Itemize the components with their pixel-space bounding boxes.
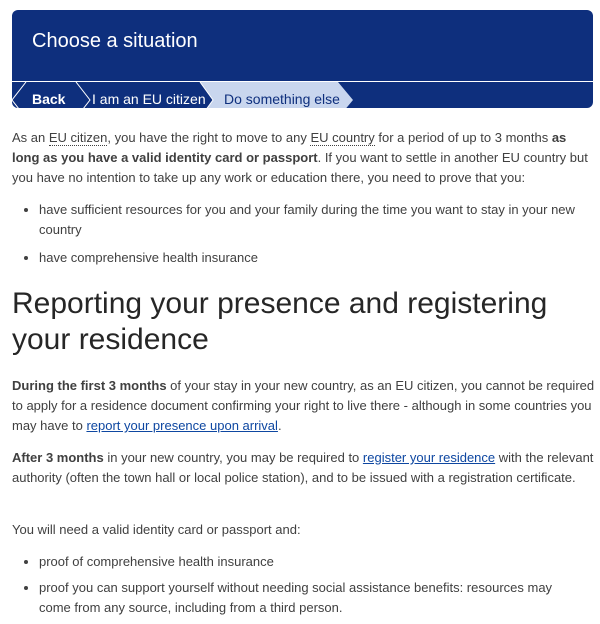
eu-country-term[interactable]: EU country bbox=[310, 130, 375, 145]
first-3-months-paragraph: During the first 3 months of your stay in your new country, as an EU citizen, you cannot be required to apply for a residence document confirming your right to live there - although in some countries you may have to report your presence upon arrival. bbox=[12, 378, 595, 433]
crumb-eu-citizen[interactable]: I am an EU citizen bbox=[92, 91, 206, 107]
list-item: have comprehensive health insurance bbox=[12, 248, 582, 268]
documents-paragraph: You will need a valid identity card or passport and: bbox=[12, 522, 301, 537]
list-item: have sufficient resources for you and your family during the time you want to stay in your new country bbox=[12, 200, 582, 240]
register-residence-link[interactable]: register your residence bbox=[362, 450, 496, 465]
back-chevron-icon bbox=[12, 82, 26, 108]
documents-list bbox=[12, 552, 582, 624]
crumb-do-something-else[interactable]: Do something else bbox=[224, 91, 340, 107]
requirements-list bbox=[12, 200, 582, 276]
section-heading: Reporting your presence and registering your residence bbox=[12, 287, 548, 356]
crumb-back[interactable]: Back bbox=[32, 91, 66, 107]
crumb-separator-icon bbox=[76, 82, 90, 108]
situation-wizard bbox=[12, 10, 593, 108]
after-3-months-paragraph: After 3 months in your new country, you may be required to register your residence with the relevant authority (often the town hall or local police station), and to be issued with a registration certificate. bbox=[12, 450, 594, 485]
list-item: proof of comprehensive health insurance bbox=[12, 552, 582, 572]
report-presence-link[interactable]: report your presence upon arrival bbox=[86, 418, 278, 433]
intro-paragraph: As an EU citizen, you have the right to move to any EU country for a period of up to 3 months as long as you have a valid identity card or passport. If you want to settle in another EU country but you have no intention to take up any work or education there, you need to prove that you: bbox=[12, 130, 588, 185]
list-item: proof you can support yourself without needing social assistance benefits: resources may come from any source, including from a third person. bbox=[12, 578, 582, 618]
wizard-title: Choose a situation bbox=[32, 30, 198, 52]
eu-citizen-term[interactable]: EU citizen bbox=[48, 130, 108, 145]
